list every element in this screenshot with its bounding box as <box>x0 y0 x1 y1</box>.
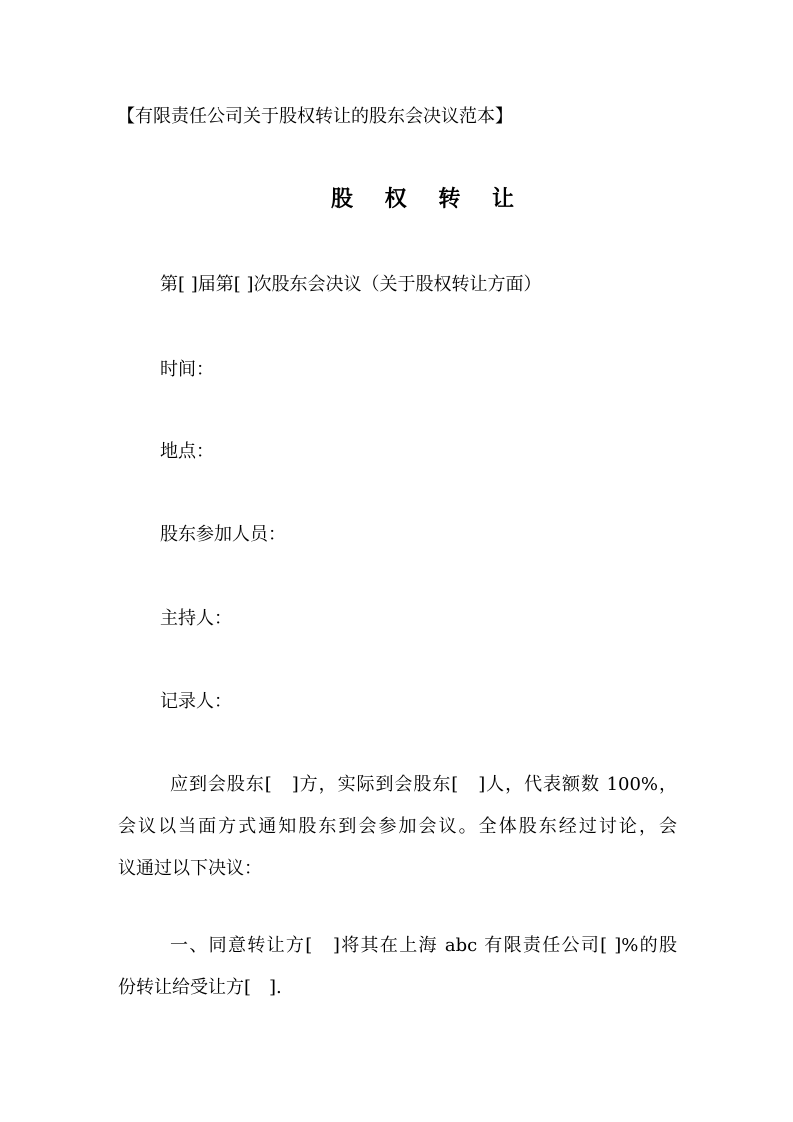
paragraph-line: 议通过以下决议： <box>118 858 262 879</box>
resolution-line: 一、同意转让方[ ]将其在上海 abc 有限责任公司[ ]%的股 <box>170 935 677 956</box>
paragraph-line: 应到会股东[ ]方，实际到会股东[ ]人，代表额数 100%， <box>170 774 677 795</box>
resolution-line: 份转让给受让方[ ]. <box>118 977 282 998</box>
document-title: 股 权 转 让 <box>331 187 526 212</box>
field-attendees: 股东参加人员： <box>160 524 286 545</box>
field-place: 地点： <box>160 441 214 462</box>
paragraph-line: 会议以当面方式通知股东到会参加会议。全体股东经过讨论，会 <box>118 816 677 837</box>
field-time: 时间： <box>160 359 214 380</box>
field-host: 主持人： <box>160 608 232 629</box>
document-header: 【有限责任公司关于股权转让的股东会决议范本】 <box>117 106 513 127</box>
resolution-subtitle: 第[ ]届第[ ]次股东会决议（关于股权转让方面） <box>160 274 542 295</box>
field-recorder: 记录人： <box>160 691 232 712</box>
